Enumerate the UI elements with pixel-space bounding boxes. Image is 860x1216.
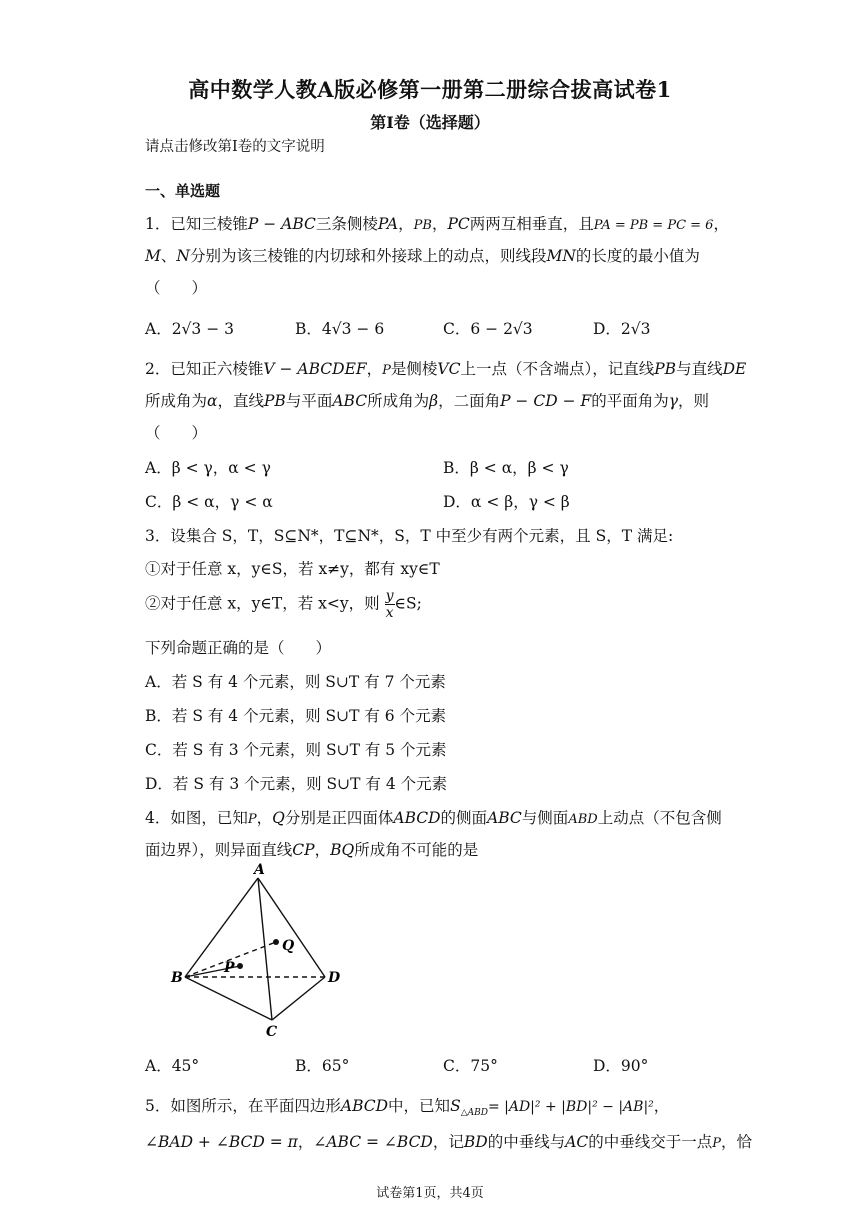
- q2-text: 所成角为: [145, 392, 208, 410]
- q4-text: 的侧面: [440, 809, 488, 827]
- q5-text: 5．如图所示，在平面四边形: [145, 1097, 341, 1115]
- exam-title: 高中数学人教A版必修第一册第二册综合拔高试卷1: [188, 77, 672, 102]
- q1-math: PC: [447, 215, 470, 233]
- q1-text: ，: [713, 215, 729, 233]
- q1-line1: [145, 212, 729, 234]
- q2-text: 是侧棱: [390, 360, 438, 378]
- q5-text: ，恰: [721, 1133, 753, 1151]
- q2-math: α: [207, 392, 218, 410]
- q3-option-b[interactable]: B．若 S 有 4 个元素，则 S∪T 有 6 个元素: [145, 707, 447, 725]
- q4-math: BQ: [330, 841, 355, 859]
- q3-text: ∈S;: [394, 594, 422, 613]
- q5-text: 的中垂线与: [487, 1133, 566, 1151]
- q5-line1: [145, 1094, 669, 1118]
- volume-note[interactable]: 请点击修改第I卷的文字说明: [145, 139, 325, 155]
- q4-text: 所成角不可能的是: [354, 841, 479, 859]
- section-heading: 一、单选题: [145, 182, 221, 200]
- q4-option-c[interactable]: C．75°: [443, 1057, 498, 1075]
- q2-math: P: [382, 363, 391, 378]
- q3-line4: 下列命题正确的是（ ）: [145, 639, 332, 657]
- q3-option-c[interactable]: C．若 S 有 3 个元素，则 S∪T 有 5 个元素: [145, 741, 447, 759]
- q2-text: 上一点（不含端点），记直线: [460, 360, 655, 378]
- q3-option-a[interactable]: A．若 S 有 4 个元素，则 S∪T 有 7 个元素: [145, 673, 446, 691]
- q4-math: CP: [292, 841, 315, 859]
- q2-text: ，二面角: [438, 392, 501, 410]
- q5-text: 的中垂线交于一点: [588, 1133, 713, 1151]
- q3-line1: 3．设集合 S，T，S⊆N*，T⊆N*，S，T 中至少有两个元素，且 S，T 满足:: [145, 527, 674, 545]
- q1-math: MN: [546, 247, 576, 265]
- label-p: P: [224, 960, 235, 976]
- q1-text: ，: [431, 215, 448, 233]
- edge-ab: [185, 878, 258, 977]
- q3-text: ②对于任意 x，y∈T，若 x<y，则: [145, 594, 380, 613]
- q2-line1: [145, 357, 746, 379]
- q1-text: 、: [160, 247, 177, 265]
- q5-math: ∠ABC = ∠BCD: [313, 1133, 433, 1151]
- q4-math: ABCD: [393, 809, 441, 827]
- q5-math: = |AD|² + |BD|² − |AB|²: [487, 1099, 654, 1115]
- label-b: B: [171, 970, 183, 986]
- point-p: [237, 963, 243, 969]
- edge-ac: [258, 878, 272, 1020]
- q2-text: 的平面角为: [591, 392, 669, 410]
- q4-text: ，: [314, 841, 331, 859]
- q2-math: V − ABCDEF: [263, 360, 367, 378]
- q1-option-a[interactable]: A．2√3 − 3: [145, 320, 234, 338]
- q5-text: ，: [653, 1097, 670, 1115]
- label-q: Q: [282, 938, 295, 954]
- q4-math: P: [247, 812, 257, 827]
- q2-math: PB: [264, 392, 286, 410]
- q2-math: VC: [437, 360, 461, 378]
- q4-line1: [145, 806, 722, 828]
- fraction-y-over-x: [385, 588, 395, 621]
- q1-text: 两两互相垂直，且: [469, 215, 594, 233]
- fraction-denominator: x: [385, 605, 394, 621]
- edge-cd: [272, 977, 325, 1020]
- q2-math: DE: [722, 360, 747, 378]
- q1-option-c[interactable]: C．6 − 2√3: [443, 320, 533, 338]
- q2-option-d[interactable]: D．α < β，γ < β: [443, 493, 570, 511]
- q4-text: 分别是正四面体: [284, 809, 394, 827]
- q2-option-b[interactable]: B．β < α，β < γ: [443, 459, 569, 477]
- volume-heading: 第I卷（选择题）: [370, 113, 490, 132]
- label-d: D: [328, 970, 341, 986]
- q1-text: 1．已知三棱锥: [145, 215, 248, 233]
- q4-text: 面边界），则异面直线: [145, 841, 293, 859]
- q1-math: PA: [377, 215, 399, 233]
- q1-option-b[interactable]: B．4√3 − 6: [295, 320, 385, 338]
- tetrahedron-figure: [160, 860, 360, 1040]
- q1-text: 分别为该三棱锥的内切球和外接球上的动点，则线段: [189, 247, 547, 265]
- q1-text: ，: [398, 215, 414, 233]
- q2-text: 所成角为: [367, 392, 430, 410]
- q5-math: AC: [565, 1133, 589, 1151]
- edge-ad: [258, 878, 325, 977]
- q4-math: ABD: [568, 812, 598, 827]
- q1-text: 三条侧棱: [315, 215, 378, 233]
- q4-text: 与侧面: [521, 809, 569, 827]
- q2-math: β: [429, 392, 439, 410]
- q4-math: ABC: [487, 809, 522, 827]
- q1-line2: [145, 244, 700, 266]
- q1-math: P − ABC: [247, 215, 316, 233]
- q4-option-b[interactable]: B．65°: [295, 1057, 350, 1075]
- edge-bc: [185, 977, 272, 1020]
- q4-line2: [145, 838, 478, 860]
- q5-text: ，记: [432, 1133, 464, 1151]
- q2-text: 与平面: [285, 392, 333, 410]
- q2-text: ，直线: [217, 392, 264, 410]
- q2-option-c[interactable]: C．β < α，γ < α: [145, 493, 273, 511]
- q2-line2: [145, 389, 709, 411]
- q1-option-d[interactable]: D．2√3: [593, 320, 651, 338]
- q5-text: 中，已知: [388, 1097, 451, 1115]
- q2-text: ，则: [678, 392, 710, 410]
- q5-math: P: [712, 1136, 722, 1151]
- q1-math: PA = PB = PC = 6: [593, 218, 714, 233]
- q2-line3: （ ）: [145, 424, 208, 442]
- q4-math: Q: [272, 809, 285, 827]
- q2-text: ，: [366, 360, 383, 378]
- q1-math: PB: [413, 218, 432, 233]
- q3-line2: ①对于任意 x，y∈S，若 x≠y，都有 xy∈T: [145, 560, 440, 578]
- q2-math: P − CD − F: [500, 392, 592, 410]
- q1-math: N: [176, 247, 190, 265]
- q5-math: ABCD: [340, 1097, 389, 1115]
- q2-math: ABC: [332, 392, 368, 410]
- point-q: [273, 939, 279, 945]
- q2-math: γ: [668, 392, 679, 410]
- q4-text: 4．如图，已知: [145, 809, 248, 827]
- q5-line2: [145, 1130, 752, 1152]
- label-a: A: [254, 862, 265, 878]
- q3-option-d[interactable]: D．若 S 有 3 个元素，则 S∪T 有 4 个元素: [145, 775, 448, 793]
- q2-math: PB: [654, 360, 677, 378]
- label-c: C: [266, 1024, 278, 1040]
- q1-math: M: [145, 247, 161, 265]
- fraction-numerator: y: [385, 588, 394, 604]
- q4-option-d[interactable]: D．90°: [593, 1057, 649, 1075]
- q5-math: BD: [463, 1133, 488, 1151]
- q5-text: ，: [297, 1133, 314, 1151]
- q2-text: 2．已知正六棱锥: [145, 360, 264, 378]
- q1-line3: （ ）: [145, 279, 208, 297]
- q5-subscript: △ABD: [460, 1108, 488, 1119]
- page-footer: 试卷第1页，共4页: [376, 1186, 484, 1201]
- q2-text: 与直线: [676, 360, 723, 378]
- q4-text: ，: [256, 809, 273, 827]
- q5-math: ∠BAD + ∠BCD = π: [145, 1133, 298, 1151]
- q4-option-a[interactable]: A．45°: [145, 1057, 200, 1075]
- q5-math: S: [450, 1097, 461, 1115]
- q4-text: 上动点（不包含侧: [597, 809, 722, 827]
- q2-option-a[interactable]: A．β < γ，α < γ: [145, 459, 271, 477]
- q1-text: 的长度的最小值为: [575, 247, 700, 265]
- q3-line3: [145, 588, 422, 621]
